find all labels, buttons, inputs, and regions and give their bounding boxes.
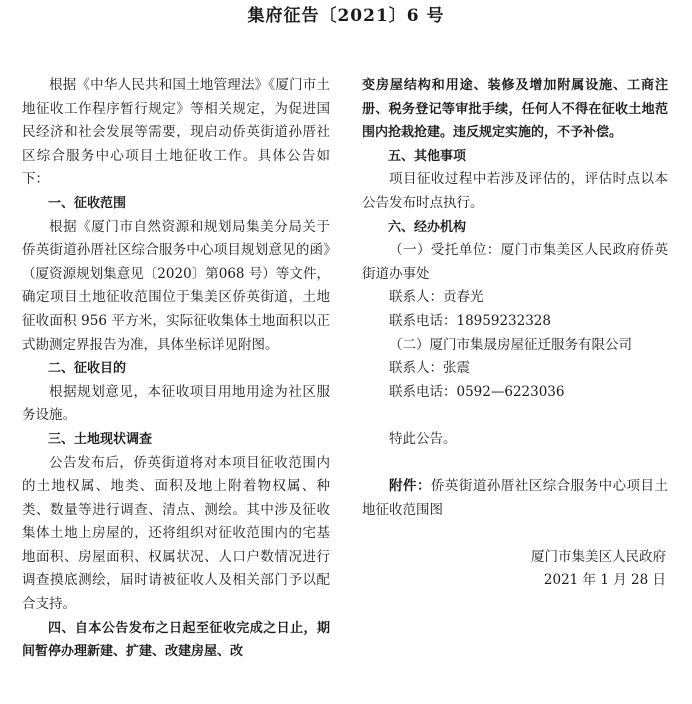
org-1: （一）受托单位：厦门市集美区人民政府侨英街道办事处 xyxy=(362,242,668,282)
section-1-heading: 一、征收范围 xyxy=(48,195,127,211)
spacer xyxy=(362,522,668,546)
org-1-phone: 联系电话：18959232328 xyxy=(389,312,551,329)
section-4-heading: 四、自本公告发布之日起至征收完成之日止，期间暂停办理新建、扩建、改建房屋、改 xyxy=(22,620,330,660)
org-2: （二）厦门市集晟房屋征迁服务有限公司 xyxy=(389,336,632,353)
org-1-contact: 联系人：贡春光 xyxy=(389,289,484,306)
section-5-text: 项目征收过程中若涉及评估的，评估时点以本公告发布时点执行。 xyxy=(362,171,668,211)
section-4-continuation: 变房屋结构和用途、装修及增加附属设施、工商注册、税务登记等审批手续，任何人不得在征收土地范围内抢栽抢建。违反规定实施的，不予补偿。 xyxy=(362,78,668,141)
spacer xyxy=(362,452,668,476)
org-2-contact: 联系人：张震 xyxy=(389,360,470,377)
section-2-heading: 二、征收目的 xyxy=(48,361,127,377)
attachment-text: 侨英街道孙厝社区综合服务中心项目土地征收范围图 xyxy=(362,478,669,518)
spacer xyxy=(362,404,668,428)
section-5-heading: 五、其他事项 xyxy=(388,148,467,164)
section-3-heading: 三、土地现状调查 xyxy=(48,431,153,447)
section-2-text: 根据规划意见，本征收项目用地用途为社区服务设施。 xyxy=(22,383,330,424)
attachment-label: 附件： xyxy=(389,478,431,495)
left-column xyxy=(22,74,330,664)
issue-date: 2021 年 1 月 28 日 xyxy=(543,572,666,589)
issuer-signature: 厦门市集美区人民政府 xyxy=(531,548,666,565)
section-6-heading: 六、经办机构 xyxy=(388,219,467,235)
section-3-text: 公告发布后，侨英街道将对本项目征收范围内的土地权属、地类、面积及地上附着物权属、种类、数量等进行调查、清点、测绘。其中涉及征收集体土地上房屋的，还将组织对征收范围内的宅基地面积、房屋面积、权属状况、人口户数情况进行调查摸底测绘，届时请被征收人及相关部门予以配合支持。 xyxy=(22,454,330,613)
closing-notice: 特此公告。 xyxy=(389,430,457,447)
intro-paragraph: 根据《中华人民共和国土地管理法》《厦门市土地征收工作程序暂行规定》等相关规定，为促进国民经济和社会发展等需要，现启动侨英街道孙厝社区综合服务中心项目土地征收工作。具体公告如下： xyxy=(22,77,330,188)
attachment-line xyxy=(362,475,668,522)
right-column xyxy=(362,74,668,593)
document-title: 集府征告〔2021〕6 号 xyxy=(247,6,445,26)
org-2-phone: 联系电话：0592—6223036 xyxy=(389,383,565,400)
section-1-text: 根据《厦门市自然资源和规划局集美分局关于侨英街道孙厝社区综合服务中心项目规划意见的函》（厦资源规划集意见〔2020〕第068 号）等文件，确定项目土地征收范围位于集美区侨英街道，土地征收面积 956 平方米，实际征收集体土地面积以正式勘测定界报告为准，具体坐标详见附图。 xyxy=(22,218,330,353)
